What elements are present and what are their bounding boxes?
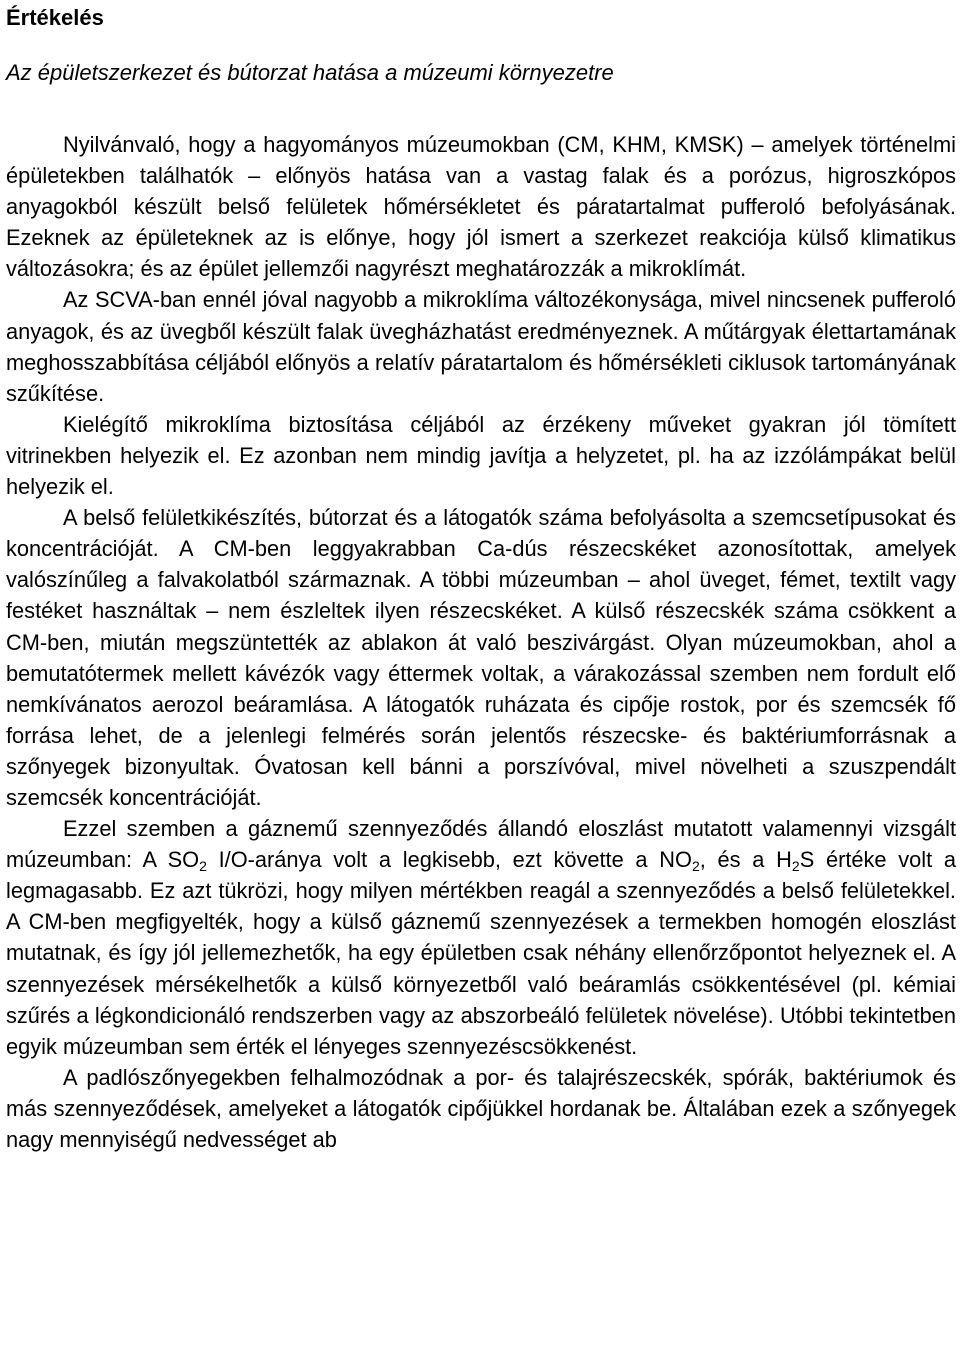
document-page [6, 0, 956, 1155]
body-text [6, 129, 956, 1155]
section-heading: Értékelés [6, 5, 104, 30]
subsection-heading: Az épületszerkezet és bútorzat hatása a múzeumi környezetre [6, 60, 614, 85]
gas-text-part-4: S értéke volt a legmagasabb. Ez azt tükrözi, hogy milyen mértékben reagál a szennyeződés a belső felületekkel. A CM-ben megfigyelték, hogy a külső gáznemű szennyezések a termekben homogén eloszlást mutatnak, és így jól jellemezhetők, ha egy épületben csak néhány ellenőrzőpontot helyeznek el. A szennyezések mérsékelhetők a külső környezetből való beáramlás csökkentésével (pl. kémiai szűrés a légkondicionáló rendszerben vagy az abszorbeáló felületek növelése). Utóbbi tekintetben egyik múzeumban sem érték el lényeges szennyezéscsökkenést. [6, 847, 957, 1059]
paragraph-scva-microclimate: Az SCVA-ban ennél jóval nagyobb a mikroklíma változékonysága, mivel nincsenek pufferoló anyagok, és az üvegből készült falak üvegházhatást eredményeznek. A műtárgyak élettartamának meghosszabbítása céljából előnyös a relatív páratartalom és hőmérsékleti ciklusok tartományának szűkítése. [6, 287, 956, 406]
paragraph-particles: A belső felületkikészítés, bútorzat és a látogatók száma befolyásolta a szemcsetípusokat és koncentrációját. A CM-ben leggyakrabban Ca-dús részecskéket azonosítottak, amelyek valószínűleg a falvakolatból származnak. A többi múzeumban – ahol üveget, fémet, textilt vagy festéket használtak – nem észleltek ilyen részecskéket. A külső részecskék száma csökkent a CM-ben, miután megszüntették az ablakon át való beszivárgást. Olyan múzeumokban, ahol a bemutatótermek mellett kávézók vagy éttermek voltak, a várakozással szemben nem fordult elő nemkívánatos aerozol beáramlása. A látogatók ruházata és cipője rostok, por és szemcsék fő forrása lehet, de a jelenlegi felmérés során jelentős részecske- és baktériumforrásnak a szőnyegek bizonyultak. Óvatosan kell bánni a porszívóval, mivel növelheti a szuszpendált szemcsék koncentrációját. [6, 505, 956, 810]
paragraph-carpets: A padlószőnyegekben felhalmozódnak a por- és talajrészecskék, spórák, baktériumok és más szennyeződések, amelyeket a látogatók cipőjükkel hordanak be. Általában ezek a szőnyegek nagy mennyiségű nedvességet ab [6, 1064, 956, 1152]
gas-text-part-3: , és a H [699, 847, 792, 873]
gas-text-part-1: Ezzel szemben a gáznemű szennyeződés állandó eloszlást mutatott valamennyi vizsgált múzeumban: A SO [6, 816, 956, 873]
paragraph-display-cases: Kielégítő mikroklíma biztosítása céljából az érzékeny műveket gyakran jól tömített vitrinekben helyezik el. Ez azonban nem mindig javítja a helyzetet, pl. ha az izzólámpákat belül helyezik el. [6, 411, 956, 500]
subscript-so2: 2 [199, 858, 207, 875]
paragraph-gaseous-pollution [6, 813, 956, 1062]
paragraph-building-effects: Nyilvánvaló, hogy a hagyományos múzeumokban (CM, KHM, KMSK) – amelyek történelmi épületekben találhatók – előnyös hatása van a vastag falak és a porózus, higroszkópos anyagokból készült belső felületek hőmérsékletet és páratartalmat pufferoló befolyásának. Ezeknek az épületeknek az is előnye, hogy jól ismert a szerkezet reakciója külső klimatikus változásokra; és az épület jellemzői nagyrészt meghatározzák a mikroklímát. [6, 132, 956, 282]
subscript-no2: 2 [691, 858, 700, 875]
gas-text-part-2: I/O-aránya volt a legkisebb, ezt követte a NO [206, 847, 692, 873]
subscript-h2s: 2 [791, 858, 800, 875]
